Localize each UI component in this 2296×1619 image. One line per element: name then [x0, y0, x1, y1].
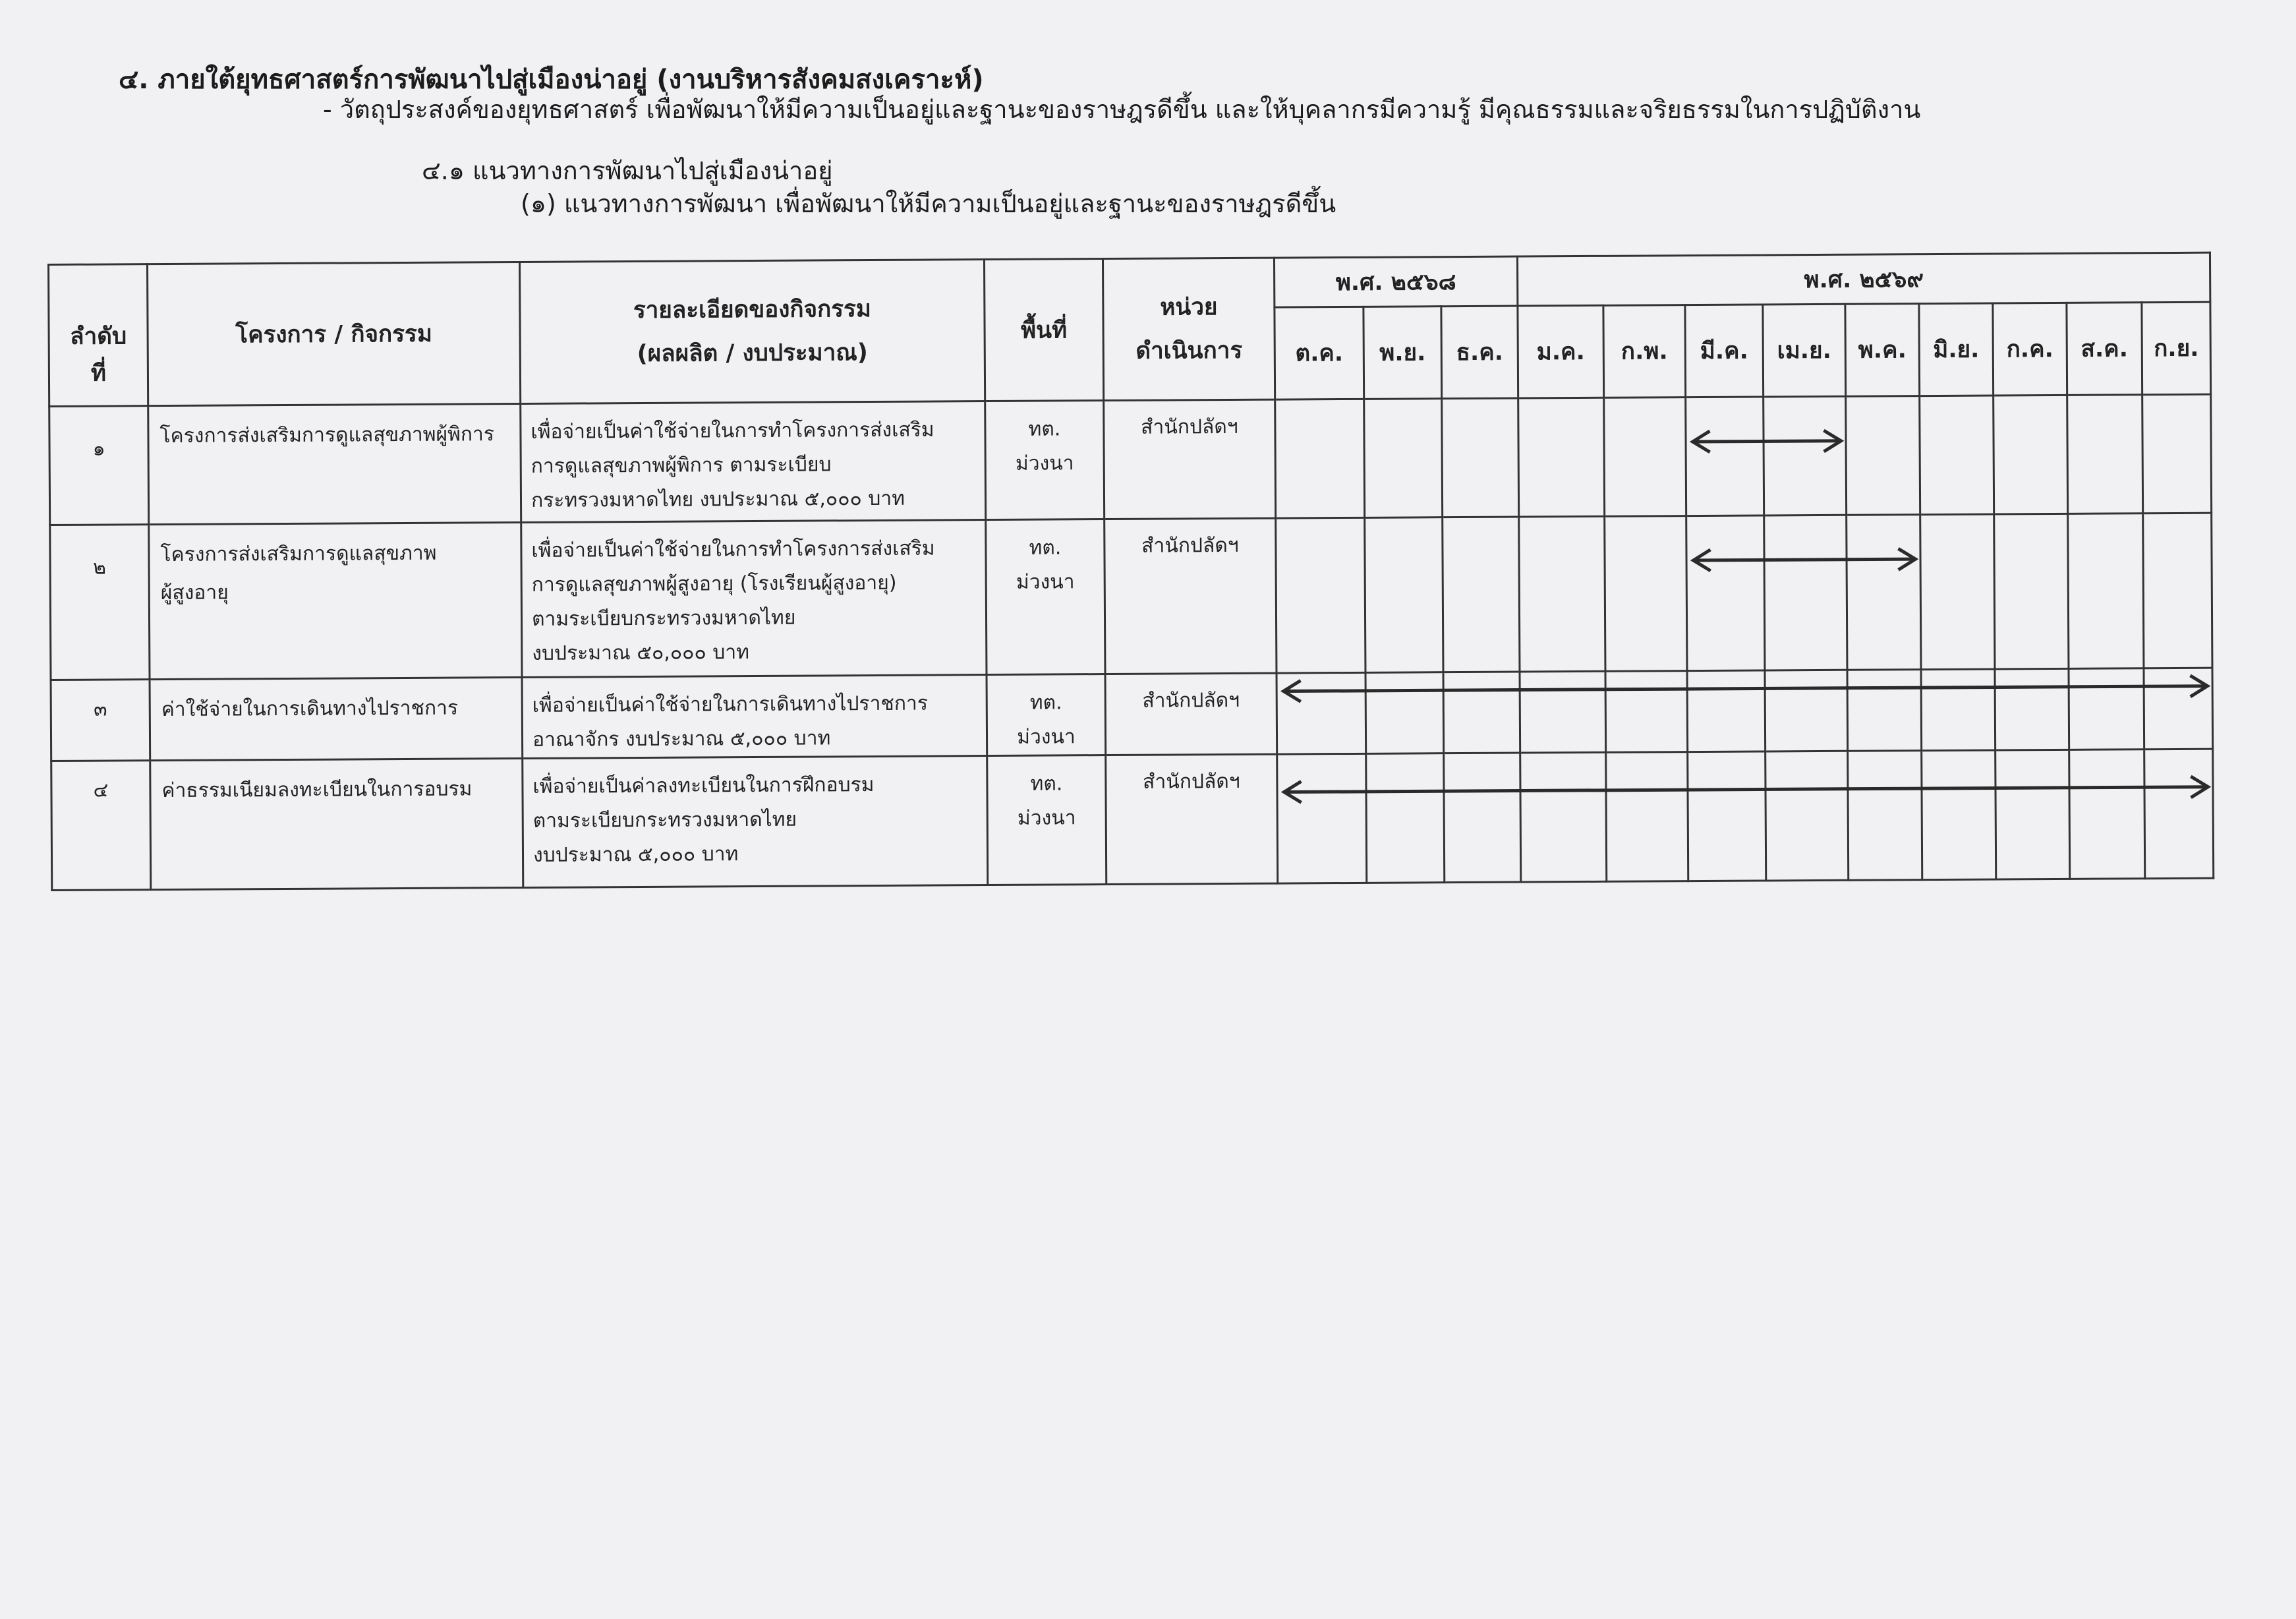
header-year-2569: พ.ศ. ๒๕๖๙: [1517, 252, 2210, 306]
project-line: ค่าธรรมเนียมลงทะเบียนในการอบรม: [161, 777, 473, 803]
subsection-heading: ๔.๑ แนวทางการพัฒนาไปสู่เมืองน่าอยู่: [422, 156, 833, 185]
header-unit: [1103, 258, 1275, 400]
section-heading: ๔. ภายใต้ยุทธศาสตร์การพัฒนาไปสู่เมืองน่าอยู่ (งานบริหารสังคมสงเคราะห์): [119, 65, 984, 95]
month-cell: [1364, 399, 1443, 518]
month-cell: [1848, 751, 1922, 881]
month-header: พ.ย.: [1363, 307, 1442, 399]
month-cell: [1686, 397, 1764, 516]
row-unit: สำนักปลัดฯ: [1106, 754, 1278, 884]
row-detail: [521, 401, 986, 523]
detail-line: ตามระเบียบกระทรวงมหาดไทย: [531, 606, 796, 631]
area-line: ทต.: [1028, 417, 1061, 441]
detail-line: กระทรวงมหาดไทย งบประมาณ ๕,๐๐๐ บาท: [531, 486, 905, 512]
activity-plan-table: [47, 252, 2214, 891]
month-cell: [2144, 668, 2213, 750]
row-no: ๔: [51, 761, 151, 891]
header-unit-line1: หน่วย: [1160, 294, 1218, 321]
month-cell: [1519, 516, 1605, 672]
month-cell: [2067, 395, 2143, 514]
month-header: ม.ค.: [1518, 305, 1604, 398]
month-cell: [2069, 750, 2145, 879]
project-line: โครงการส่งเสริมการดูแลสุขภาพ: [160, 541, 437, 567]
header-detail-line2: (ผลผลิต / งบประมาณ): [637, 339, 868, 368]
strategy-objective: - วัตถุประสงค์ของยุทธศาสตร์ เพื่อพัฒนาให้มีความเป็นอยู่และฐานะของราษฎรดีขึ้น และให้บุคลากรมีความรู้ มีคุณธรรมและจริยธรรมในการปฏิบัติงาน: [323, 95, 1921, 124]
month-cell: [2069, 668, 2144, 750]
month-header: ธ.ค.: [1441, 306, 1518, 399]
detail-line: ตามระเบียบกระทรวงมหาดไทย: [532, 808, 797, 833]
month-cell: [2144, 749, 2214, 879]
row-no: ๒: [50, 525, 150, 680]
month-cell: [1688, 751, 1766, 881]
detail-line: งบประมาณ ๕๐,๐๐๐ บาท: [532, 641, 750, 665]
month-cell: [1366, 753, 1445, 883]
row-detail: [523, 756, 988, 888]
project-line: ค่าใช้จ่ายในการเดินทางไปราชการ: [161, 696, 459, 722]
row-detail: [521, 520, 987, 678]
guideline-heading: (๑) แนวทางการพัฒนา เพื่อพัฒนาให้มีความเป็นอยู่และฐานะของราษฎรดีขึ้น: [521, 189, 1336, 218]
month-cell: [1765, 670, 1848, 751]
month-cell: [1994, 395, 2068, 514]
month-header: มี.ค.: [1685, 305, 1764, 397]
area-line: ทต.: [1030, 772, 1063, 796]
area-line: ม่วงนา: [1017, 806, 1076, 830]
month-header: มิ.ย.: [1919, 303, 1994, 396]
month-cell: [1443, 517, 1520, 672]
header-detail: [519, 260, 985, 404]
month-cell: [1995, 668, 2069, 750]
detail-line: เพื่อจ่ายเป็นค่าใช้จ่ายในการเดินทางไปราชการ: [532, 692, 929, 717]
table-row: [51, 668, 2213, 761]
area-line: ทต.: [1029, 536, 1062, 560]
month-cell: [1277, 753, 1367, 883]
month-cell: [1847, 670, 1922, 751]
month-cell: [1520, 752, 1607, 882]
month-cell: [1442, 398, 1519, 517]
month-cell: [1922, 750, 1996, 880]
month-cell: [1921, 669, 1995, 751]
month-cell: [1920, 514, 1995, 670]
month-header: เม.ย.: [1763, 304, 1846, 397]
area-line: ม่วงนา: [1016, 570, 1075, 594]
month-cell: [1277, 672, 1366, 754]
month-cell: [1365, 672, 1444, 754]
month-cell: [1275, 399, 1365, 518]
month-cell: [1765, 751, 1849, 881]
table-row: [50, 513, 2212, 680]
row-unit: สำนักปลัดฯ: [1105, 518, 1277, 674]
month-cell: [1687, 670, 1765, 752]
month-cell: [1847, 515, 1921, 670]
month-header: ก.ค.: [1993, 303, 2067, 396]
month-cell: [1686, 515, 1765, 671]
row-area: [987, 674, 1106, 756]
month-cell: [1365, 517, 1443, 673]
month-cell: [1764, 396, 1847, 515]
row-area: [985, 401, 1105, 520]
row-area: [986, 519, 1105, 675]
table-row: [51, 749, 2214, 890]
month-cell: [1276, 517, 1365, 673]
detail-line: อาณาจักร งบประมาณ ๕,๐๐๐ บาท: [532, 726, 831, 751]
row-area: [987, 755, 1106, 885]
row-unit: สำนักปลัดฯ: [1105, 673, 1277, 755]
row-unit: สำนักปลัดฯ: [1104, 399, 1276, 519]
month-cell: [2143, 513, 2212, 668]
month-cell: [2068, 514, 2144, 669]
month-header: ต.ค.: [1275, 307, 1364, 399]
month-cell: [2142, 394, 2212, 514]
area-line: ม่วงนา: [1015, 452, 1074, 475]
area-line: ทต.: [1029, 691, 1062, 715]
month-cell: [1920, 396, 1994, 515]
month-cell: [1606, 752, 1688, 882]
month-cell: [1994, 514, 2069, 669]
row-project: [148, 403, 521, 524]
month-cell: [1444, 753, 1521, 883]
row-no: ๓: [51, 680, 150, 761]
header-no: [49, 264, 148, 407]
month-cell: [1443, 672, 1520, 753]
detail-line: เพื่อจ่ายเป็นค่าลงทะเบียนในการฝึกอบรม: [532, 773, 875, 798]
project-line: ผู้สูงอายุ: [160, 581, 229, 605]
month-header: ส.ค.: [2067, 303, 2142, 396]
header-unit-line2: ดำเนินการ: [1135, 337, 1243, 365]
month-cell: [1520, 671, 1606, 753]
row-project: [149, 522, 522, 679]
month-cell: [1995, 750, 2070, 879]
detail-line: การดูแลสุขภาพผู้พิการ ตามระเบียบ: [531, 453, 832, 478]
row-no: ๑: [49, 406, 149, 525]
month-cell: [1605, 671, 1688, 753]
area-line: ม่วงนา: [1017, 725, 1076, 749]
row-project: [150, 677, 523, 760]
month-cell: [1605, 516, 1687, 672]
month-cell: [1764, 515, 1847, 670]
header-area: พื้นที่: [984, 259, 1103, 401]
row-detail: [522, 675, 987, 759]
row-project: [150, 758, 523, 889]
detail-line: เพื่อจ่ายเป็นค่าใช้จ่ายในการทำโครงการส่งเสริม: [531, 418, 934, 444]
detail-line: งบประมาณ ๕,๐๐๐ บาท: [532, 842, 739, 867]
month-cell: [1518, 397, 1605, 517]
header-project: โครงการ / กิจกรรม: [148, 262, 521, 405]
month-header: พ.ค.: [1845, 304, 1920, 397]
detail-line: การดูแลสุขภาพผู้สูงอายุ (โรงเรียนผู้สูงอายุ): [531, 571, 897, 597]
header-detail-line1: รายละเอียดของกิจกรรม: [633, 296, 872, 324]
month-header: ก.ย.: [2142, 302, 2211, 395]
project-line: โครงการส่งเสริมการดูแลสุขภาพผู้พิการ: [159, 423, 495, 448]
month-cell: [1604, 397, 1686, 517]
detail-line: เพื่อจ่ายเป็นค่าใช้จ่ายในการทำโครงการส่งเสริม: [531, 537, 935, 562]
month-header: ก.พ.: [1603, 305, 1686, 398]
month-cell: [1846, 396, 1920, 515]
header-year-2568: พ.ศ. ๒๕๖๘: [1274, 256, 1517, 307]
header-no-label: ลำดับที่: [69, 323, 127, 387]
table-row: [49, 394, 2212, 525]
